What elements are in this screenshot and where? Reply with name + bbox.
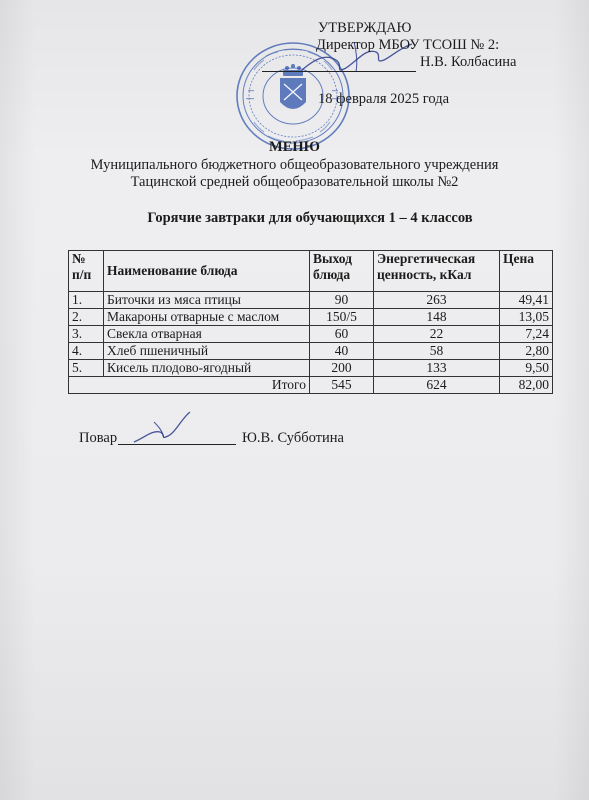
dish-price: 9,50 xyxy=(500,360,553,377)
organization-line-1: Муниципального бюджетного общеобразовательного учреждения xyxy=(90,157,499,173)
dish-name: Свекла отварная xyxy=(104,326,310,343)
dish-energy: 148 xyxy=(374,309,500,326)
dish-yield: 60 xyxy=(310,326,374,343)
dish-yield: 150/5 xyxy=(310,309,374,326)
organization-line-2: Тацинской средней общеобразовательной школы №2 xyxy=(130,174,459,190)
page-title: МЕНЮ xyxy=(269,139,320,155)
header-dish-name: Наименование блюда xyxy=(104,251,310,292)
header-yield: Выход блюда xyxy=(310,251,374,292)
cook-name: Ю.В. Субботина xyxy=(242,430,344,446)
total-energy: 624 xyxy=(374,377,500,394)
dish-price: 7,24 xyxy=(500,326,553,343)
table-row xyxy=(69,326,553,343)
table-row xyxy=(69,292,553,309)
dish-yield: 40 xyxy=(310,343,374,360)
row-index: 2. xyxy=(69,309,104,326)
dish-yield: 200 xyxy=(310,360,374,377)
approval-date: 18 февраля 2025 года xyxy=(318,91,450,107)
menu-table xyxy=(68,250,553,394)
total-price: 82,00 xyxy=(500,377,553,394)
table-total-row xyxy=(69,377,553,394)
cook-signature xyxy=(130,408,200,448)
total-label: Итого xyxy=(69,377,310,394)
director-name: Н.В. Колбасина xyxy=(420,54,517,70)
table-header-row xyxy=(69,251,553,292)
dish-price: 49,41 xyxy=(500,292,553,309)
table-row xyxy=(69,309,553,326)
cook-signature-line xyxy=(118,444,236,445)
row-index: 5. xyxy=(69,360,104,377)
director-position: Директор МБОУ ТСОШ № 2: xyxy=(316,37,500,53)
header-energy: Энергетическая ценность, кКал xyxy=(374,251,500,292)
dish-price: 2,80 xyxy=(500,343,553,360)
row-index: 3. xyxy=(69,326,104,343)
approve-label: УТВЕРЖДАЮ xyxy=(318,20,412,36)
dish-name: Хлеб пшеничный xyxy=(104,343,310,360)
dish-name: Биточки из мяса птицы xyxy=(104,292,310,309)
row-index: 4. xyxy=(69,343,104,360)
row-index: 1. xyxy=(69,292,104,309)
dish-yield: 90 xyxy=(310,292,374,309)
dish-energy: 58 xyxy=(374,343,500,360)
dish-energy: 22 xyxy=(374,326,500,343)
dish-energy: 133 xyxy=(374,360,500,377)
dish-energy: 263 xyxy=(374,292,500,309)
header-price: Цена xyxy=(500,251,553,292)
dish-name: Макароны отварные с маслом xyxy=(104,309,310,326)
total-yield: 545 xyxy=(310,377,374,394)
table-row xyxy=(69,360,553,377)
cook-label: Повар xyxy=(79,430,118,446)
dish-name: Кисель плодово-ягодный xyxy=(104,360,310,377)
dish-price: 13,05 xyxy=(500,309,553,326)
table-row xyxy=(69,343,553,360)
menu-subtitle: Горячие завтраки для обучающихся 1 – 4 классов xyxy=(147,210,473,226)
director-signature-line xyxy=(262,71,416,72)
header-number: № п/п xyxy=(69,251,104,292)
